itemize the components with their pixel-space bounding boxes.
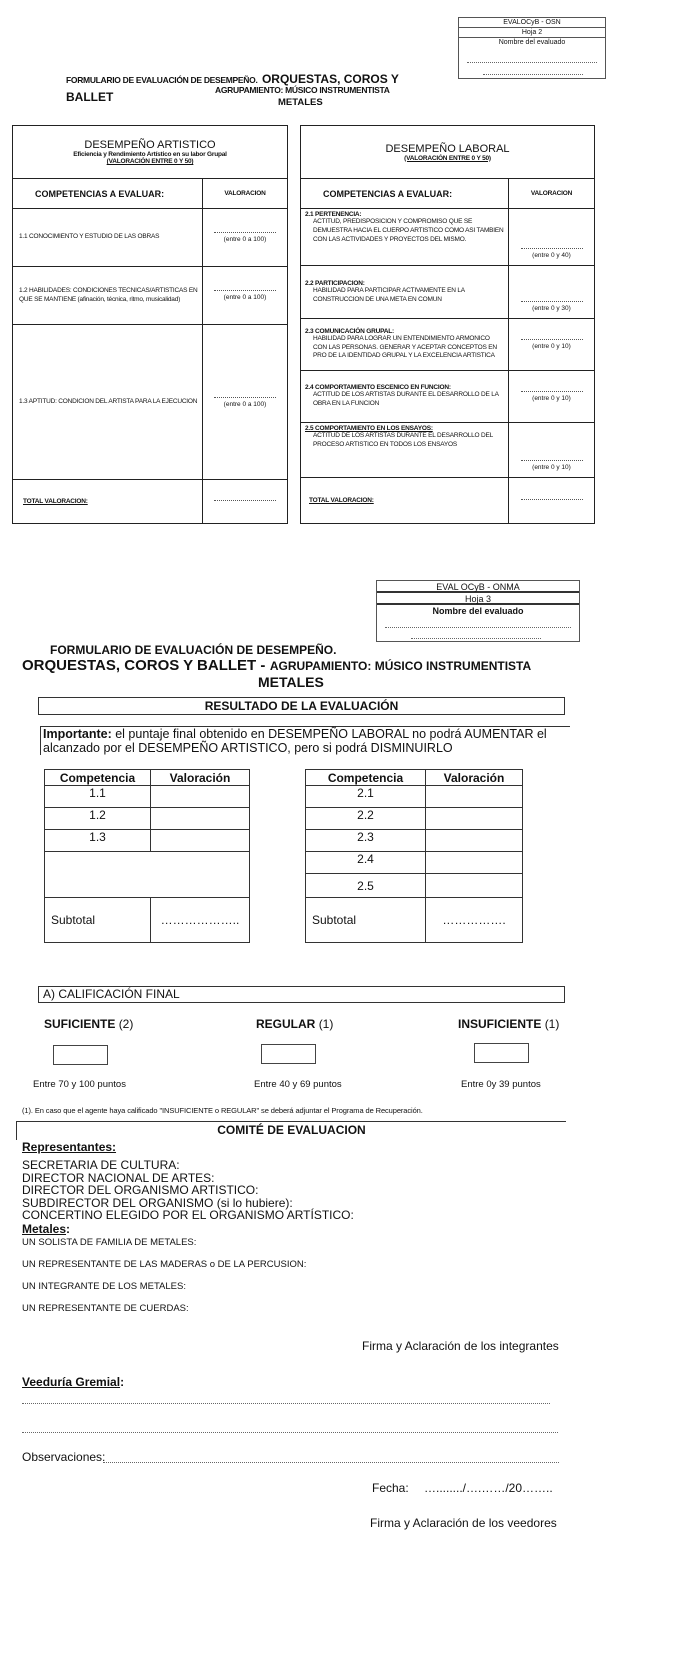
insuficiente-checkbox[interactable] (474, 1043, 529, 1063)
members-signature-label: Firma y Aclaración de los integrantes (362, 1339, 559, 1353)
labor-col-competencias: COMPETENCIAS A EVALUAR: (301, 179, 509, 209)
important-line1: el puntaje final obtenido en DESEMPEÑO LABORAL no podrá AUMENTAR el (115, 727, 547, 741)
summary-row (45, 830, 250, 852)
representante-item: CONCERTINO ELEGIDO POR EL ORGANISMO ARTÍSTICO: (22, 1208, 354, 1222)
artistic-performance-table (12, 125, 288, 524)
col-valoracion: Valoración (426, 770, 523, 786)
labor-row-title: 2.4 COMPORTAMIENTO ESCENICO EN FUNCION: (305, 384, 451, 392)
subtotal-label: Subtotal (306, 898, 426, 943)
valoracion-field[interactable] (151, 808, 250, 830)
title-prefix: FORMULARIO DE EVALUACIÓN DE DESEMPEÑO. (66, 75, 258, 85)
competencia-id: 2.4 (306, 852, 426, 874)
title-family: METALES (278, 97, 323, 108)
option-suficiente (44, 1017, 133, 1031)
labor-row-text: ACTITUD DE LOS ARTISTAS DURANTE EL DESARROLLO DE LA OBRA EN LA FUNCION (313, 391, 499, 407)
representante-item: DIRECTOR NACIONAL DE ARTES: (22, 1170, 215, 1185)
valoracion-field[interactable] (426, 786, 523, 808)
metales-item: UN REPRESENTANTE DE LAS MADERAS o DE LA PERCUSION: (22, 1259, 307, 1270)
labor-row-title: 2.5 COMPORTAMIENTO EN LOS ENSAYOS: (305, 425, 433, 432)
veedores-signature-label: Firma y Aclaración de los veedores (370, 1516, 557, 1530)
labor-row-title: 2.3 COMUNICACIÓN GRUPAL: (305, 327, 394, 335)
metales-heading: Metales: (22, 1222, 71, 1236)
summary-row (45, 808, 250, 830)
col-competencia: Competencia (45, 770, 151, 786)
labor-row (301, 371, 595, 423)
subtotal-label: Subtotal (45, 898, 151, 943)
artistic-row-text: 1.1 CONOCIMIENTO Y ESTUDIO DE LAS OBRAS (13, 209, 203, 267)
labor-total-label: TOTAL VALORACION: (301, 478, 509, 524)
artistic-value-cell[interactable] (203, 325, 288, 480)
page2-title-family: METALES (258, 674, 324, 690)
page2-title (22, 657, 582, 675)
summary-row (306, 852, 523, 874)
labor-row-text: ACTITUD DE LOS ARTISTAS DURANTE EL DESARROLLO DEL PROCESO ARTISTICO EN TODOS LOS ENSAYOS (313, 432, 493, 448)
subtotal-field[interactable]: ……………. (426, 898, 523, 943)
title-group: AGRUPAMIENTO: MÚSICO INSTRUMENTISTA (215, 85, 390, 95)
suficiente-checkbox[interactable] (53, 1045, 108, 1065)
final-footnote: (1). En caso que el agente haya calificado "INSUFICIENTE o REGULAR" se deberá adjuntar el Programa de Recuperación. (22, 1106, 423, 1115)
artistic-value-cell[interactable] (203, 267, 288, 325)
evaluee-name-label: Nombre del evaluado (498, 39, 566, 46)
competencia-id: 2.1 (306, 786, 426, 808)
sheet-number: Hoja 3 (377, 593, 579, 605)
observaciones-label: Observaciones: (22, 1450, 106, 1464)
competencia-id: 1.1 (45, 786, 151, 808)
veeduria-heading: Veeduría Gremial: (22, 1375, 125, 1389)
evaluee-name-field-2[interactable] (411, 638, 541, 639)
labor-summary-table (305, 769, 523, 943)
representantes-list (22, 1159, 354, 1222)
labor-value-cell[interactable] (509, 209, 595, 266)
range-hint: (entre 0 y 10) (532, 395, 571, 402)
option-code: (1) (318, 1017, 334, 1031)
artistic-row-text: 1.2 HABILIDADES: CONDICIONES TECNICAS/ARTISTICAS EN QUE SE MANTIENE (afinación, técnica, ritmo, musicalidad) (13, 267, 203, 325)
veeduria-label: Veeduría Gremial (22, 1375, 121, 1389)
range-hint: (entre 0 a 100) (223, 294, 267, 301)
artistic-col-valoracion: VALORACION (203, 179, 288, 209)
labor-row (301, 423, 595, 478)
regular-checkbox[interactable] (261, 1044, 316, 1064)
artistic-value-cell[interactable] (203, 209, 288, 267)
metales-item: UN SOLISTA DE FAMILIA DE METALES: (22, 1237, 197, 1248)
evaluation-id-box-2 (376, 580, 580, 642)
labor-range-note: (VALORACIÓN ENTRE 0 Y 50) (404, 154, 491, 162)
labor-value-cell[interactable] (509, 319, 595, 371)
col-competencia: Competencia (306, 770, 426, 786)
title-main: ORQUESTAS, COROS Y BALLET (66, 72, 399, 104)
option-code: (1) (544, 1017, 560, 1031)
labor-value-cell[interactable] (509, 266, 595, 319)
artistic-row (13, 267, 288, 325)
veeduria-line-2[interactable] (22, 1432, 558, 1433)
suficiente-range: Entre 70 y 100 puntos (33, 1079, 126, 1090)
labor-row-text: HABILIDAD PARA LOGRAR UN ENTENDIMIENTO ARMONICO CON LAS PERSONAS. GENERAR Y ACEPTAR CONCEPTOS EN PRO DE LA IDENTIDAD GRUPAL Y LA EXCELENCIA ARTISTICA (313, 334, 497, 360)
summary-row (306, 786, 523, 808)
option-label: REGULAR (256, 1017, 316, 1031)
evaluee-name-field[interactable] (467, 62, 597, 63)
representante-item: SECRETARIA DE CULTURA: (22, 1158, 180, 1172)
summary-row (306, 808, 523, 830)
range-hint: (entre 0 a 100) (223, 236, 267, 243)
labor-heading: DESEMPEÑO LABORAL (385, 142, 510, 155)
page2-title-prefix: FORMULARIO DE EVALUACIÓN DE DESEMPEÑO. (50, 643, 337, 657)
evaluee-name-field[interactable] (385, 627, 571, 628)
evaluee-name-field-2[interactable] (483, 74, 583, 75)
metales-item: UN INTEGRANTE DE LOS METALES: (22, 1281, 186, 1292)
valoracion-field[interactable] (426, 874, 523, 898)
empty-cell (45, 852, 250, 898)
summary-row (306, 874, 523, 898)
artistic-heading: DESEMPEÑO ARTISTICO (84, 139, 216, 151)
artistic-subheading: Eficiencia y Rendimiento Artístico en su labor Grupal (73, 151, 227, 158)
representante-item: DIRECTOR DEL ORGANISMO ARTISTICO: (22, 1183, 259, 1197)
competencia-id: 1.3 (45, 830, 151, 852)
option-label: INSUFICIENTE (458, 1017, 542, 1031)
valoracion-field[interactable] (426, 830, 523, 852)
labor-value-cell[interactable] (509, 371, 595, 423)
sheet-number: Hoja 2 (459, 28, 605, 38)
labor-col-valoracion: VALORACION (509, 179, 595, 209)
artistic-row (13, 325, 288, 480)
option-regular (256, 1017, 333, 1031)
fecha-label: Fecha: (372, 1481, 409, 1495)
labor-row-title: 2.1 PERTENENCIA: (305, 211, 362, 218)
valoracion-field[interactable] (151, 786, 250, 808)
range-hint: (entre 0 y 30) (532, 305, 571, 312)
valoracion-field[interactable] (151, 830, 250, 852)
metales-list (22, 1237, 306, 1314)
competencia-id: 1.2 (45, 808, 151, 830)
labor-performance-table (300, 125, 595, 524)
competencia-id: 2.5 (306, 874, 426, 898)
metales-label: Metales (22, 1222, 67, 1236)
important-line2: alcanzado por el DESEMPEÑO ARTISTICO, pero si podrá DISMINUIRLO (43, 741, 453, 755)
labor-row (301, 319, 595, 371)
title-group: AGRUPAMIENTO: MÚSICO INSTRUMENTISTA (269, 659, 532, 673)
insuficiente-range: Entre 0y 39 puntos (461, 1079, 541, 1090)
artistic-total-label: TOTAL VALORACION: (13, 480, 203, 524)
valoracion-field[interactable] (426, 808, 523, 830)
range-hint: (entre 0 y 40) (532, 252, 571, 259)
range-hint: (entre 0 y 10) (532, 464, 571, 471)
representantes-label: Representantes: (22, 1140, 117, 1154)
evaluee-name-label: Nombre del evaluado (432, 606, 524, 616)
summary-row (306, 830, 523, 852)
labor-row (301, 209, 595, 266)
final-grade-header: A) CALIFICACIÓN FINAL (38, 986, 565, 1003)
labor-row-text: HABILIDAD PARA PARTICIPAR ACTIVAMENTE EN LA CONSTRUCCION DE UNA META EN COMUN (313, 286, 465, 303)
fecha-field[interactable]: …......../….……/20…….. (424, 1481, 553, 1495)
artistic-row (13, 209, 288, 267)
result-header: RESULTADO DE LA EVALUACIÓN (38, 697, 565, 715)
artistic-col-competencias: COMPETENCIAS A EVALUAR: (13, 179, 203, 209)
summary-row (45, 786, 250, 808)
artistic-summary-table (44, 769, 250, 943)
veeduria-line-1[interactable] (22, 1403, 550, 1404)
artistic-total-field[interactable] (203, 480, 288, 524)
regular-range: Entre 40 y 69 puntos (254, 1079, 342, 1090)
col-valoracion: Valoración (151, 770, 250, 786)
form-code: EVALOCyB - OSN (459, 18, 605, 28)
title-main: ORQUESTAS, COROS Y BALLET - (22, 657, 266, 674)
labor-value-cell[interactable] (509, 423, 595, 478)
important-note (40, 726, 570, 755)
option-insuficiente (458, 1017, 559, 1031)
competencia-id: 2.3 (306, 830, 426, 852)
range-hint: (entre 0 y 10) (532, 343, 571, 350)
labor-row (301, 266, 595, 319)
committee-header: COMITÉ DE EVALUACION (16, 1121, 566, 1140)
competencia-id: 2.2 (306, 808, 426, 830)
labor-row-text: ACTITUD, PREDISPOSICION Y COMPROMISO QUE SE DEMUESTRA HACIA EL CUERPO ARTISTICO COMO ASI TAMBIEN CON LAS ACTIVIDADES Y PROYECTOS DEL MISMO. (313, 218, 504, 243)
range-hint: (entre 0 a 100) (223, 400, 267, 408)
observaciones-field[interactable] (103, 1462, 559, 1463)
subtotal-field[interactable]: ……………….. (151, 898, 250, 943)
representante-item: SUBDIRECTOR DEL ORGANISMO (si lo hubiere): (22, 1195, 293, 1210)
form-code: EVAL OCyB - ONMA (377, 581, 579, 593)
labor-total-field[interactable] (509, 478, 595, 524)
valoracion-field[interactable] (426, 852, 523, 874)
labor-row-title: 2.2 PARTICIPACION: (305, 279, 365, 287)
option-label: SUFICIENTE (44, 1017, 116, 1031)
artistic-range-note: (VALORACIÓN ENTRE 0 Y 50) (106, 158, 194, 165)
important-label: Importante: (43, 727, 112, 741)
metales-item: UN REPRESENTANTE DE CUERDAS: (22, 1303, 189, 1314)
evaluation-id-box (458, 17, 606, 79)
artistic-row-text: 1.3 APTITUD: CONDICION DEL ARTISTA PARA LA EJECUCION (13, 325, 203, 480)
option-code: (2) (118, 1017, 134, 1031)
